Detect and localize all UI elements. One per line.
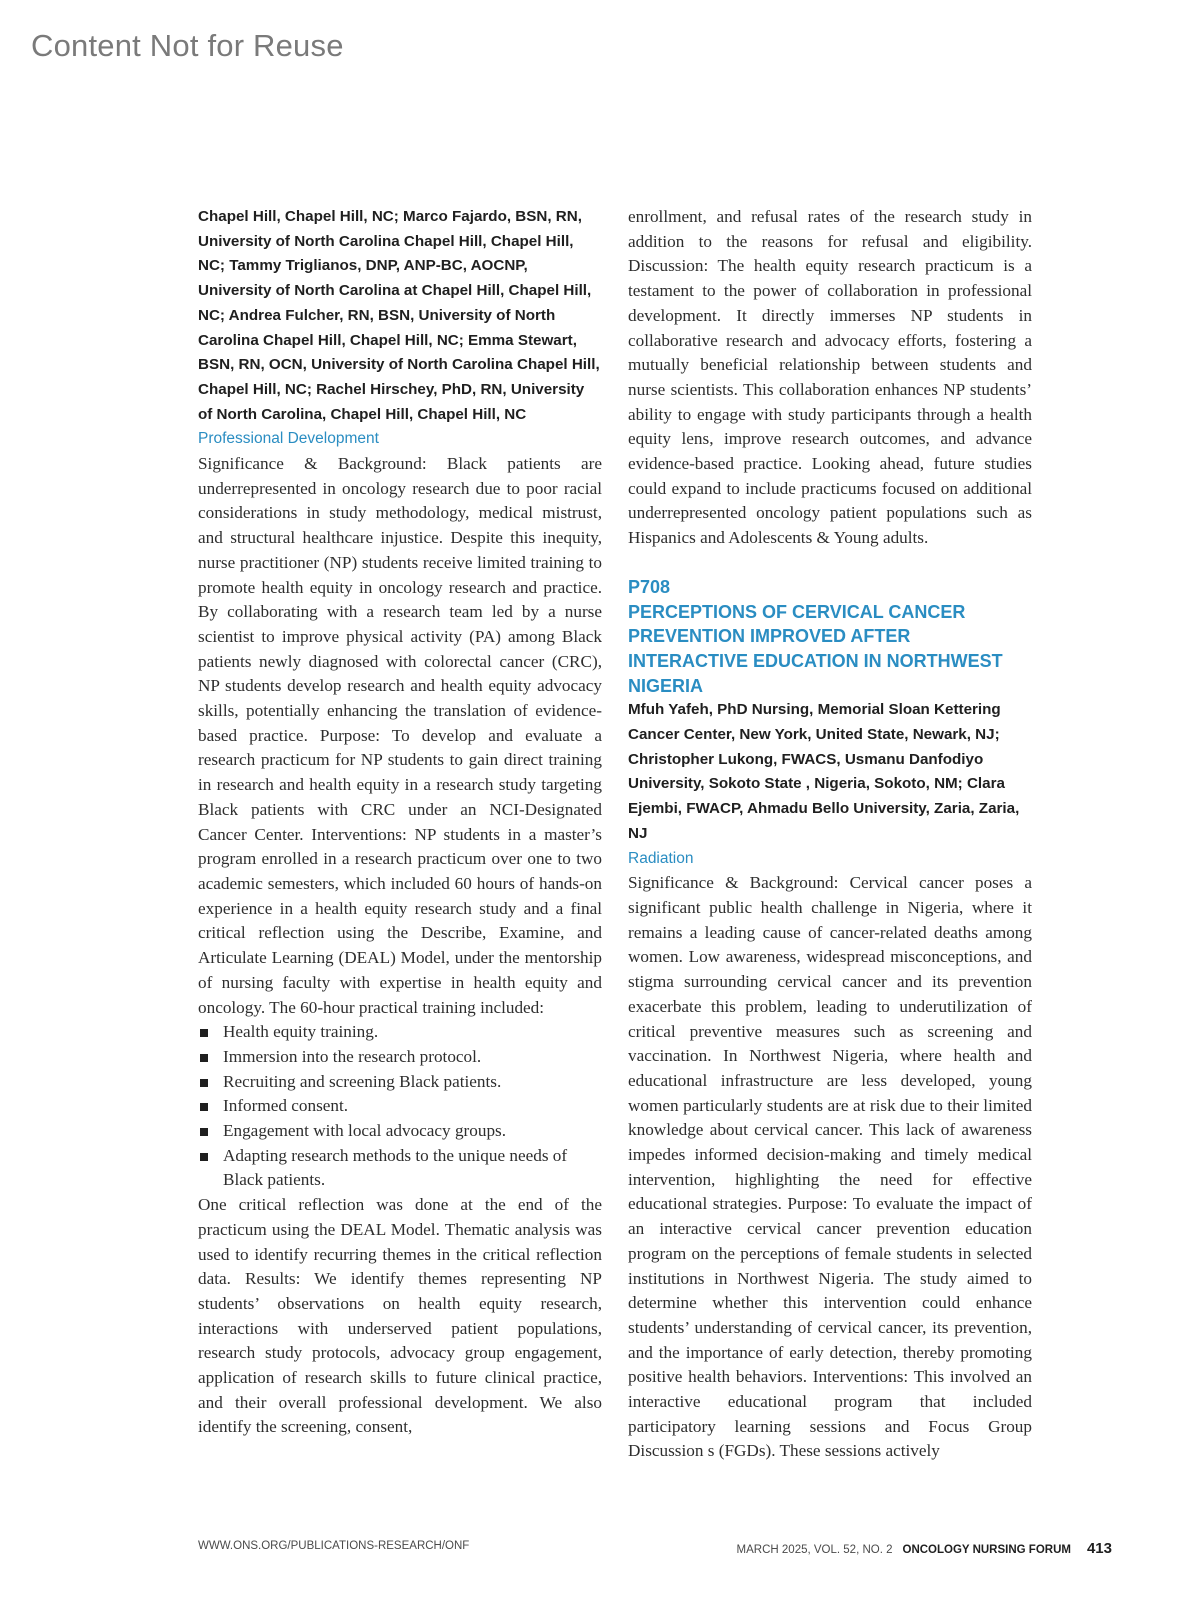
author-list: Mfuh Yafeh, PhD Nursing, Memorial Sloan Kettering Cancer Center, New York, United State, Newark, NJ; Christopher Lukong, FWACS, Usmanu Danfodiyo University, Sokoto State , Nigeria, Sokoto, NM; Clara Ejembi, FWACP, Ahmadu Bello University, Zaria, Zaria, NJ — [628, 701, 1020, 842]
left-column — [198, 205, 602, 1440]
abstract-title: PERCEPTIONS OF CERVICAL CANCER PREVENTION IMPROVED AFTER INTERACTIVE EDUCATION IN NORTHWEST NIGERIA — [628, 601, 1003, 696]
abstract-body: Significance & Background: Cervical cancer poses a significant public health challenge in Nigeria, where it remains a leading cause of cancer-related deaths among women. Low awareness, widespread misconceptions, and stigma surrounding cervical cancer and its prevention exacerbate this problem, leading to underutilization of critical preventive measures such as screening and vaccination. In Northwest Nigeria, where health and educational infrastructure are less developed, young women particularly students are at risk due to their limited knowledge about cervical cancer. This lack of awareness impedes informed decision-making and timely medical intervention, highlighting the need for effective educational strategies. Purpose: To evaluate the impact of an interactive cervical cancer prevention education program on the perceptions of female students in selected institutions in Northwest Nigeria. The study aimed to determine whether this intervention could enhance students’ understanding of cervical cancer, its prevention, and the importance of early detection, thereby promoting positive health behaviors. Interventions: This involved an interactive educational program that included participatory learning sessions and Focus Group Discussion s (FGDs). These sessions actively — [628, 873, 1032, 1461]
watermark: Content Not for Reuse — [31, 28, 344, 63]
abstract-body-continued: enrollment, and refusal rates of the research study in addition to the reasons for refusal and eligibility. Discussion: The health equity research practicum is a testament to the power of collaboration in professional development. It directly immerses NP students in collaborative research and advocacy efforts, fostering a mutually beneficial relationship between students and nurse scientists. This collaboration enhances NP students’ ability to engage with study participants through a health equity lens, improve research outcomes, and advance evidence-based practice. Looking ahead, future studies could expand to include practicums focused on additional underrepresented oncology patient populations such as Hispanics and Adolescents & Young adults. — [628, 207, 1032, 548]
abstract-body-continued: One critical reflection was done at the end of the practicum using the DEAL Model. Thematic analysis was used to identify recurring themes in the critical reflection data. Results: We identify themes representing NP students’ observations on health equity research, interactions with underserved patient populations, research study protocols, advocacy group engagement, application of research skills to future clinical practice, and their overall professional development. We also identify the screening, consent, — [198, 1195, 602, 1437]
abstract-id: P708 — [628, 576, 671, 597]
category-label: Radiation — [628, 849, 694, 867]
author-list-continued: Chapel Hill, Chapel Hill, NC; Marco Fajardo, BSN, RN, University of North Carolina Chapel Hill, Chapel Hill, NC; Tammy Triglianos, DNP, ANP-BC, AOCNP, University of North Carolina at Chapel Hill, Chapel Hill, NC; Andrea Fulcher, RN, BSN, University of North Carolina Chapel Hill, Chapel Hill, NC; Emma Stewart, BSN, RN, OCN, University of North Carolina Chapel Hill, Chapel Hill, NC; Rachel Hirschey, PhD, RN, University of North Carolina, Chapel Hill, Chapel Hill, NC — [198, 208, 600, 423]
footer-url: WWW.ONS.ORG/PUBLICATIONS-RESEARCH/ONF — [198, 1540, 470, 1552]
page-number: 413 — [1086, 1540, 1112, 1557]
bullet-item: Adapting research methods to the unique needs of Black patients. — [198, 1144, 602, 1193]
footer-issue: MARCH 2025, VOL. 52, NO. 2 — [736, 1544, 893, 1556]
footer-journal: ONCOLOGY NURSING FORUM — [902, 1544, 1071, 1556]
footer-info — [737, 1540, 1112, 1557]
bullet-item: Immersion into the research protocol. — [198, 1045, 602, 1070]
right-column — [628, 205, 1032, 1464]
bullet-item: Recruiting and screening Black patients. — [198, 1070, 602, 1095]
bullet-list — [198, 1020, 602, 1193]
bullet-item: Engagement with local advocacy groups. — [198, 1119, 602, 1144]
bullet-item: Informed consent. — [198, 1094, 602, 1119]
category-label: Professional Development — [198, 430, 379, 448]
bullet-item: Health equity training. — [198, 1020, 602, 1045]
abstract-body: Significance & Background: Black patients are underrepresented in oncology research due to poor racial considerations in study methodology, medical mistrust, and structural healthcare injustice. Despite this inequity, nurse practitioner (NP) students receive limited training to promote health equity in oncology research and practice. By collaborating with a research team led by a nurse scientist to improve physical activity (PA) among Black patients newly diagnosed with colorectal cancer (CRC), NP students develop research and health equity advocacy skills, potentially enhancing the translation of evidence-based practice. Purpose: To develop and evaluate a research practicum for NP students to gain direct training in research and health equity in a research study targeting Black patients with CRC under an NCI-Designated Cancer Center. Interventions: NP students in a master’s program enrolled in a research practicum over one to two academic semesters, which included 60 hours of hands-on experience in a health equity research study and a final critical reflection using the Describe, Examine, and Articulate Learning (DEAL) Model, under the mentorship of nursing faculty with expertise in health equity and oncology. The 60-hour practical training included: — [198, 454, 602, 1017]
